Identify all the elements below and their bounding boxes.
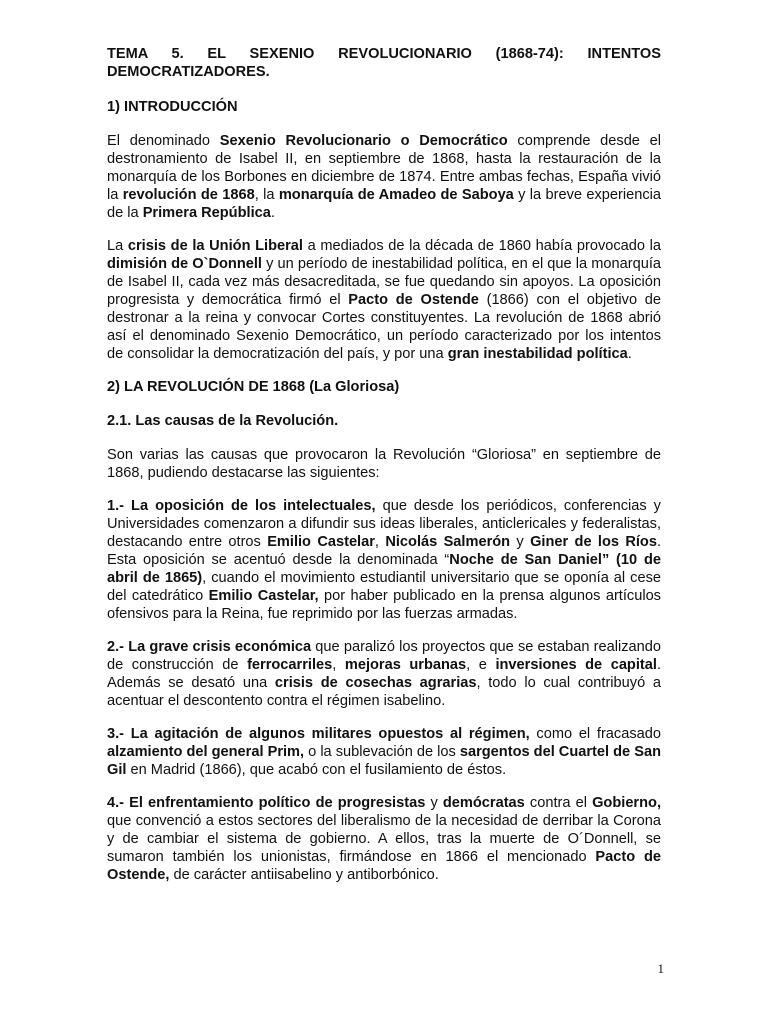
text-run: que convenció a estos sectores del liberalismo de la necesidad de derribar la Corona y de cambiar el sistema de gobierno. A ellos, tras la muerte de O´Donnell, se sumaron también los unionistas, firmándose en 1866 el mencionado [107, 813, 661, 865]
section-heading-introduccion: 1) INTRODUCCIÓN [107, 99, 238, 115]
text-run: . [627, 346, 632, 362]
bold-term: Primera República [142, 205, 271, 221]
paragraph-causas-intro: Son varias las causas que provocaron la Revolución “Gloriosa” en septiembre de 1868, pudiendo destacarse las siguientes: [107, 447, 661, 481]
text-run: que desde los periódicos, conferencias y Universidades comenzaron a difundir sus ideas liberales, anticlericales y federalistas, destacando entre otros [107, 498, 661, 550]
text-run: a mediados de la década de 1860 había provocado la [302, 238, 661, 254]
text-run: . [270, 205, 275, 221]
document-title: TEMA 5. EL SEXENIO REVOLUCIONARIO (1868-74): INTENTOS DEMOCRATIZADORES. [107, 46, 661, 80]
section-heading-revolucion: 2) LA REVOLUCIÓN DE 1868 (La Gloriosa) [107, 379, 400, 395]
bold-term: alzamiento del general Prim, [107, 744, 305, 760]
paragraph-cause-3 [107, 725, 661, 779]
page-number: 1 [657, 961, 664, 976]
text-run: , todo lo cual contribuyó a acentuar el descontento contra el régimen isabelino. [107, 675, 661, 709]
bold-term: gran inestabilidad política [447, 346, 628, 362]
paragraph-cause-4 [107, 794, 661, 884]
text-run: y la breve experiencia de la [107, 187, 661, 221]
text-run: . Además se desató una [107, 657, 661, 691]
text-run: , la [254, 187, 279, 203]
text-run: contra el [524, 795, 593, 811]
document-body [107, 45, 661, 899]
bold-term: 1.- La oposición de los intelectuales, [107, 498, 376, 514]
text-run: y [510, 534, 531, 550]
text-run: y [425, 795, 443, 811]
bold-term: inversiones de capital [495, 657, 657, 673]
bold-term: monarquía de Amadeo de Saboya [278, 187, 514, 203]
bold-term: Emilio Castelar [267, 534, 375, 550]
paragraph-intro-2 [107, 237, 661, 363]
bold-term: 2.- La grave crisis económica [107, 639, 312, 655]
bold-term: Noche de San Daniel” (10 de abril de 1865) [107, 552, 662, 586]
text-run: . Esta oposición se acentuó desde la denominada “ [107, 534, 662, 568]
bold-term: mejoras urbanas [344, 657, 467, 673]
bold-term: sargentos del Cuartel de San Gil [107, 744, 661, 778]
bold-term: demócratas [442, 795, 525, 811]
bold-term: revolución de 1868 [122, 187, 255, 203]
text-run: , cuando el movimiento estudiantil universitario que se oponía al cese del catedrático [107, 570, 661, 604]
text-run: comprende desde el destronamiento de Isabel II, en septiembre de 1868, hasta la restauración de la monarquía de los Borbones en diciembre de 1874. Entre ambas fechas, España vivió la [107, 133, 662, 203]
text-run: , [332, 657, 345, 673]
bold-term: 4.- El enfrentamiento político de progresistas [107, 795, 426, 811]
bold-term: Nicolás Salmerón [385, 534, 511, 550]
bold-term: Giner de los Ríos [530, 534, 657, 550]
bold-term: crisis de la Unión Liberal [127, 238, 303, 254]
text-run: (1866) con el objetivo de destronar a la reina y convocar Cortes constituyentes. La revolución de 1868 abrió así el denominado Sexenio Democrático, un período caracterizado por los intentos de consolidar la democratización del país, y por una [107, 292, 661, 362]
text-run: , e [466, 657, 496, 673]
bold-term: Pacto de Ostende, [107, 849, 661, 883]
text-run: o la sublevación de los [304, 744, 460, 760]
text-run: como el fracasado [529, 726, 661, 742]
paragraph-cause-1 [107, 497, 661, 623]
bold-term: 3.- La agitación de algunos militares opuestos al régimen, [107, 726, 530, 742]
paragraph-intro-1 [107, 132, 661, 222]
text-run: que paralizó los proyectos que se estaban realizando de construcción de [107, 639, 661, 673]
text-run: en Madrid (1866), que acabó con el fusilamiento de éstos. [126, 762, 507, 778]
bold-term: Emilio Castelar, [208, 588, 319, 604]
bold-term: Sexenio Revolucionario o Democrático [219, 133, 508, 149]
bold-term: ferrocarriles [247, 657, 333, 673]
paragraph-cause-2 [107, 638, 661, 710]
text-run: por haber publicado en la prensa algunos artículos ofensivos para la Reina, fue reprimido por las fuerzas armadas. [107, 588, 661, 622]
subsection-heading-causas: 2.1. Las causas de la Revolución. [107, 413, 339, 429]
text-run: y un período de inestabilidad política, en el que la monarquía de Isabel II, cada vez más desacreditada, se fue quedando sin apoyos. La oposición progresista y democrática firmó el [107, 256, 662, 308]
bold-term: dimisión de O`Donnell [107, 256, 262, 272]
text-run: de carácter antiisabelino y antiborbónico. [169, 867, 439, 883]
bold-term: crisis de cosechas agrarias [274, 675, 477, 691]
bold-term: Pacto de Ostende [348, 292, 479, 308]
text-run: El denominado [107, 133, 220, 149]
bold-term: Gobierno, [592, 795, 661, 811]
text-run: La [107, 238, 128, 254]
text-run: , [374, 534, 386, 550]
